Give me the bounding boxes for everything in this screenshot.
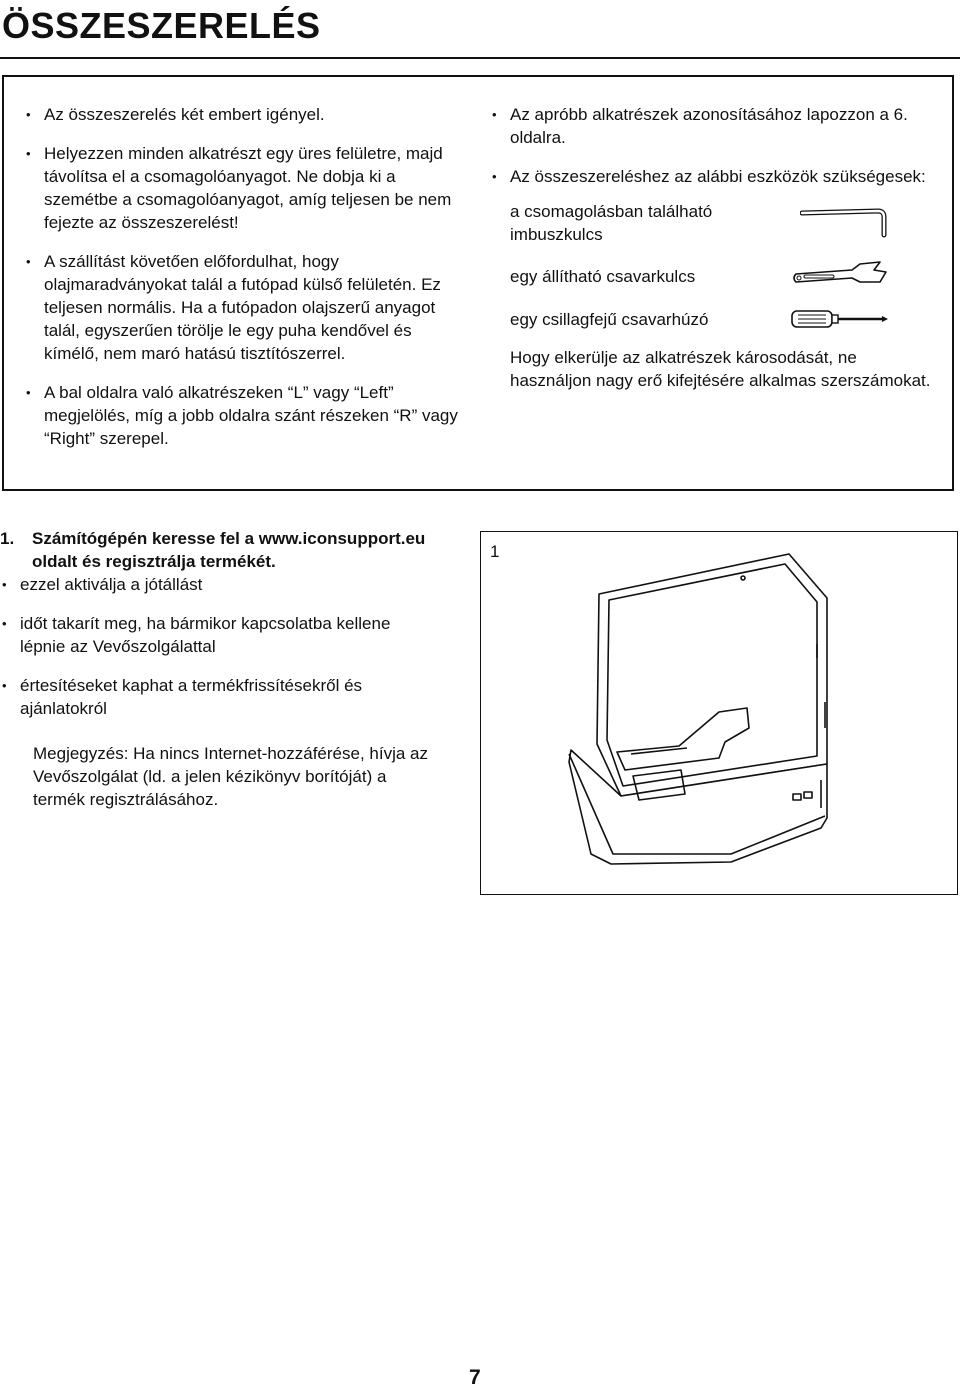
box-left-column xyxy=(24,103,469,466)
list-item: • ezzel aktiválja a jótállást xyxy=(0,573,440,596)
tool-label: egy állítható csavarkulcs xyxy=(510,266,696,286)
list-item: • időt takarít meg, ha bármikor kapcsolatba kellene lépnie az Vevőszolgálattal xyxy=(0,612,440,658)
step-heading-text: Számítógépén keresse fel a www.iconsupport.eu oldalt és regisztrálja termékét. xyxy=(32,529,426,571)
page-number: 7 xyxy=(469,1366,481,1389)
page-title: ÖSSZESZERELÉS xyxy=(2,5,321,46)
phillips-screwdriver-icon xyxy=(790,306,890,332)
figure-1 xyxy=(480,531,958,895)
list-item: • Helyezzen minden alkatrészt egy üres felületre, majd távolítsa el a csomagolóanyagot. Ne dobja ki a szemétbe a csomagolóanyagot, amíg teljesen be nem fejezte az összeszerelést! xyxy=(24,142,469,234)
adjustable-wrench-icon xyxy=(790,260,890,292)
step-1 xyxy=(0,527,440,811)
box-right-column xyxy=(490,103,940,392)
list-item: • Az összeszerelés két embert igényel. xyxy=(24,103,469,126)
list-item: • Az apróbb alkatrészek azonosításához lapozzon a 6. oldalra. xyxy=(490,103,940,149)
laptop-icon xyxy=(481,532,957,894)
tool-label: a csomagolásban található imbuszkulcs xyxy=(510,202,713,244)
tool-label: egy csillagfejű csavarhúzó xyxy=(510,309,709,329)
tool-row xyxy=(510,306,890,332)
title-rule xyxy=(0,57,960,59)
list-item: • A szállítást követően előfordulhat, hogy olajmaradványokat talál a futópad külső felületén. Ez teljesen normális. Ha a futópadon olajszerű anyagot talál, egyszerűen törölje le egy puha kendővel és kímélő, nem maró hatású tisztítószerrel. xyxy=(24,250,469,365)
tool-list xyxy=(510,200,940,332)
figure-number: 1 xyxy=(490,542,500,561)
tool-row xyxy=(510,200,890,246)
list-item: • Az összeszereléshez az alábbi eszközök szükségesek: xyxy=(490,165,940,188)
allen-key-icon xyxy=(800,207,890,239)
step-note: Megjegyzés: Ha nincs Internet-hozzáférése, hívja az Vevőszolgálat (ld. a jelen kézikönyv borítóját) a termék regisztrálásához. xyxy=(33,744,428,809)
step-number: 1. xyxy=(0,529,15,548)
step-heading xyxy=(0,527,440,573)
list-item: • A bal oldalra való alkatrészeken “L” vagy “Left” megjelölés, míg a jobb oldalra szánt részeken “R” vagy “Right” szerepel. xyxy=(24,381,469,450)
list-item: • értesítéseket kaphat a termékfrissítésekről és ajánlatokról xyxy=(0,674,440,720)
warning-text: Hogy elkerülje az alkatrészek károsodását, ne használjon nagy erő kifejtésére alkalmas szerszámokat. xyxy=(510,348,931,390)
tool-row xyxy=(510,260,890,292)
